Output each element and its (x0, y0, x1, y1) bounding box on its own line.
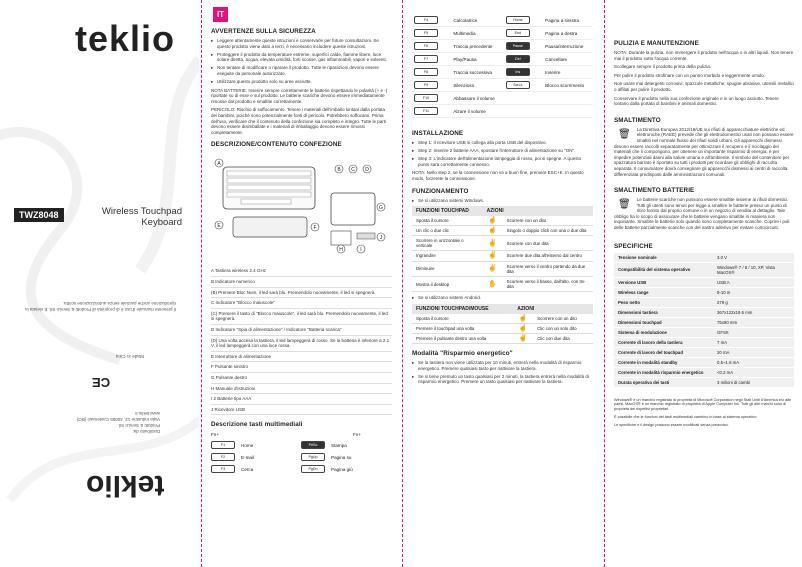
table-row (614, 367, 794, 377)
list-item: ▸ Step 2: Inserire 2 batterie AAA, spostare l'interruttore di alimentazione su "ON". (412, 148, 593, 154)
key-scrlk: ScrLk (506, 81, 530, 89)
function-cell: Sposta il cursore (412, 314, 513, 324)
spec-name: Corrente in modalità standby (614, 357, 713, 367)
table-row (614, 327, 794, 337)
table-row (412, 323, 593, 333)
legend-item: (D) Una volta accesa la tastiera, il led lampeggerà di rosso. Se la batteria è inferiore a 2.1 V, il led lampeggerà con una luce rossa. (211, 336, 392, 352)
model-number: TWZ8048 (14, 208, 64, 222)
spec-name: Sistema di modulazione (614, 327, 713, 337)
key-f11: F11 (414, 107, 438, 115)
key-pgup: PgUp (301, 453, 325, 461)
battery-disposal-text: Le batterie scariche non possono essere smaltite insieme ai rifiuti domestici. Tutti gli utenti sono tenuti per legge a smaltire le batterie presso un punto di ritiro fornito dal proprio comune o in un negozio di vendita al dettaglio. Tale obbligo ha lo scopo di assicurare che le batterie vengano smaltite in maniera non inquinante. Smaltire le batterie solo quando sono completamente scariche. Coprire i poli delle batterie parzialmente scariche con del nastro adesivo per evitare cortocircuiti. (614, 197, 790, 231)
column-header: AZIONI (483, 206, 593, 216)
legend-item: H Manuale d'istruzioni (211, 384, 392, 395)
list-item: ▸ Step 3: L'indicatore dell'alimentazione lampeggia di rosso, poi si spegne. A questo punto sarà correttamente connesso. (412, 156, 593, 167)
action-cell: Scorrere con un dito (503, 216, 593, 226)
spec-value: 3 milioni di cambi (713, 377, 794, 387)
distributor-info (40, 410, 160, 434)
danger-note: PERICOLO: Rischio di soffocamento. Tenere i materiali dell'imballo lontani dalla portata dei bambini, poiché sono potenzialmente fonti di pericolo. Potrebbero soffocarsi. Prima dell'uso, verificare che il contenuto della confezione sia completo e integro. Tutte le parti devono essere disimballate e i materiali di imballaggio devono essere rimossi completamente. (211, 107, 386, 135)
function-cell: Diminuire (412, 261, 483, 276)
legend-item: A Tastiera wireless 2.4 GHz (211, 266, 392, 277)
list-item: ▸ Utilizzare questo prodotto solo su aree asciutte. (211, 79, 392, 85)
action-cell: Scorrere con un dito (533, 314, 593, 324)
legend-item: (B) Premere Bloc Num, il led sarà blu. Premendolo nuovamente, il led si spegnerà. (211, 288, 392, 299)
zoom-in-icon: ✌ (483, 251, 503, 261)
disposal-title: SMALTIMENTO (614, 116, 661, 124)
spec-value: GFSK (713, 327, 794, 337)
function-cell: Premere il touchpad una volta (412, 323, 513, 333)
spec-name: Corrente di lavoro della tastiera (614, 337, 713, 347)
spec-value: 3.0 V (713, 253, 794, 263)
key-f2: F2 (211, 453, 235, 461)
brand-logo: teklio (75, 18, 176, 59)
spec-name: Dimensioni touchpad (614, 317, 713, 327)
key-home: Home (506, 16, 530, 24)
table-row (614, 287, 794, 297)
legend-item: J Ricevitore USB (211, 405, 392, 416)
multimedia-header (211, 432, 361, 437)
specs-panel (606, 0, 802, 567)
table-row (412, 105, 593, 118)
spec-value: 20 mA (713, 347, 794, 357)
action-cell: Clic con un solo dito (533, 323, 593, 333)
table-row (412, 333, 593, 343)
care-paragraph: NOTA: Durante la pulizia, non immergere il prodotto nell'acqua o in altri liquidi. Non tenere mai il prodotto sotto l'acqua corrente. (614, 50, 794, 61)
key-pause: Pause (506, 42, 530, 50)
product-diagram (211, 155, 392, 255)
key-label: Multimedia (451, 27, 503, 40)
key-label: Home (241, 442, 254, 448)
distributor-line: Prodotti & Servizi Srl. (117, 423, 160, 428)
spec-value: 8-10 m (713, 287, 794, 297)
key-label: Inserire (543, 66, 593, 79)
key-label: Traccia successiva (451, 66, 503, 79)
table-row (614, 307, 794, 317)
key-f5: F5 (414, 29, 438, 37)
battery-disposal-title: SMALTIMENTO BATTERIE (614, 187, 695, 195)
fn-label: Fn+ (211, 432, 220, 438)
legend-item: B Indicatore numerico (211, 277, 392, 288)
legend-item: D Indicatore "Spia di alimentazione" / Indicatore "Batteria scarica" (211, 325, 392, 336)
spec-value: 75x90 mm (713, 317, 794, 327)
safety-title: AVVERTENZE SULLA SICUREZZA (211, 28, 316, 35)
callout-b: B (337, 167, 341, 174)
table-row (412, 79, 593, 92)
windows-intro: ▸ Se si utilizzano sistemi Windows. (412, 198, 593, 204)
spec-value: Windows® 7 / 8 / 10, XP, Vista MacOS® (713, 262, 794, 277)
zoom-out-icon: ✌ (483, 261, 503, 276)
key-pgdn: PgDn (301, 465, 325, 473)
care-paragraph: Non usare mai detergenti corrosivi, spazzole metalliche, spugne abrasive, utensili metallici o affilati per pulire il prodotto. (614, 81, 794, 92)
table-row (412, 277, 593, 292)
description-legend (211, 266, 392, 415)
action-cell: Scorrere verso il basso, dall'alto, con tre dita (503, 277, 593, 292)
product-name-line1: Wireless Touchpad (101, 206, 182, 217)
made-in: Made in Cina (115, 353, 144, 358)
install-note: NOTA: Nello step 2, se la connessione non va a buon fine, premere ESC+K. In questo modo, forzerete la connessione. (412, 170, 584, 181)
distributor-line: www.teklio.it (135, 411, 160, 416)
trademark-note: Windows® è un marchio registrato di proprietà di Microsoft Corporation negli Stati Uniti d'America e/o altri paesi. MacOS® è un marchio registrato di proprietà di Apple Computer Inc. Tutti gli altri marchi sono di proprietà dei rispettivi proprietari. (614, 397, 792, 412)
column-header: FUNZIONI TOUCHPAD (412, 206, 483, 216)
spec-name: Corrente in modalità risparmio energetico (614, 367, 713, 377)
key-label: Silenzioso (451, 79, 503, 92)
key-del: Del (506, 55, 530, 63)
table-row (412, 92, 593, 105)
cut-line (604, 0, 605, 567)
table-row (412, 261, 593, 276)
action-cell: Scorrere verso il centro partendo da due dita (503, 261, 593, 276)
table-row (412, 225, 593, 235)
table-row (614, 337, 794, 347)
table-row (614, 297, 794, 307)
two-finger-click-icon: ✌ (513, 333, 533, 343)
column-header: FUNZIONI TOUCHPAD/MOUSE (412, 304, 513, 314)
tap-icon: ☝ (483, 225, 503, 235)
key-label: Play/Pausa (451, 53, 503, 66)
key-ins: Ins (506, 68, 530, 76)
key-f4: F4 (414, 16, 438, 24)
operation-title: FUNZIONAMENTO (412, 187, 469, 195)
table-row (614, 262, 794, 277)
key-f7: F7 (414, 55, 438, 63)
operation-panel (404, 0, 601, 567)
legend-item: F Pulsante sinistro (211, 362, 392, 373)
list-item: ▸ Leggere attentamente queste istruzioni e conservarle per future consultazioni. Se questo prodotto viene dato a terzi, è necessario includere queste istruzioni. (211, 38, 392, 49)
table-row (614, 277, 794, 287)
column-header: AZIONI (513, 304, 593, 314)
list-item: ▸ Step 1: Il ricevitore USB si collega alla porta USB del dispositivo. (412, 140, 593, 146)
list-item: ▸ Se si tiene premuto un tasto qualsiasi per 2 minuti, la tastiera entrerà nella modalità di risparmio energetico. Premere un tasto qualsiasi per riattivare la tastiera. (412, 374, 593, 385)
disposal-text: La Direttiva Europea 2012/19/UE sui rifiuti di apparecchiature elettriche ed elettroniche (RAEE) prevede che gli elettrodomestici usati non possano essere smaltiti nel normale flusso dei rifiuti solidi urbani. Gli apparecchi dismessi devono essere raccolti separatamente per ottimizzare il recupero e il riciclaggio dei materiali che li compongono, per ottenere un importante risparmio di energia, e per impedire potenziali danni alla salute umana e all'ambiente. Il simbolo del contenitore per spazzatura barrato è riportato su tutti i prodotti per ricordare gli obblighi di raccolta separata. Il consumatore dovrà consegnare gli apparecchi dismessi ai centri di raccolta differenziata predisposti dalle amministrazioni comunali. (614, 126, 794, 177)
battery-note: NOTA BATTERIE: Inserire sempre correttamente le batterie rispettando le polarità (+ e -) riportate su di esse e sul prodotto. Le batterie scariche devono essere immediatamente rimosse dal prodotto e smaltite correttamente. (211, 87, 388, 104)
table-row (614, 317, 794, 327)
action-cell: Clic con due dita (533, 333, 593, 343)
spec-value: <0.2 mA (713, 367, 794, 377)
function-cell: Mostra il desktop (412, 277, 483, 292)
spec-value: 367x122x19.6 mm (713, 307, 794, 317)
legend-item: C Indicatore "Blocco maiuscole" (211, 298, 392, 309)
key-f8: F8 (414, 68, 438, 76)
cover-panel (0, 0, 199, 567)
one-finger-icon: ☝ (483, 216, 503, 226)
spec-name: Compatibilità del sistema operativo (614, 262, 713, 277)
key-label: Stampa (331, 442, 347, 448)
key-f1: F1 (211, 441, 235, 449)
key-label: Pagina su (331, 454, 352, 460)
one-finger-click-icon: ☝ (513, 323, 533, 333)
table-row (614, 347, 794, 357)
table-row (412, 216, 593, 226)
cut-line (402, 0, 403, 567)
legal-text: Il presente manuale d'uso è di proprietà di Prodotti & Servizi Srl. È vietata la riproduzione anche parziale senza autorizzazione scritta. (25, 301, 176, 312)
crossed-bin-icon: 🗑 (618, 128, 631, 140)
key-prtsc: PrtSc (301, 441, 325, 449)
android-intro: ▸ Se si utilizzano sistemi Android. (412, 295, 593, 301)
key-label: Pagina giù (331, 466, 353, 472)
legend-item: E Interruttore di alimentazione (211, 352, 392, 363)
action-cell: Scorrere con due dita (503, 236, 593, 251)
list-item: ▸ Se la tastiera non viene utilizzata per 10 minuti, entrerà nella modalità di risparmio energetico. Premere qualsiasi tasto per riattivare la tastiera. (412, 360, 593, 371)
product-name-line2: Keyboard (141, 217, 182, 228)
function-cell: Ingrandire (412, 251, 483, 261)
spec-name: Durata operativa dei tasti (614, 377, 713, 387)
table-row (412, 314, 593, 324)
key-label: Pagina a sinistra (543, 14, 593, 27)
two-finger-scroll-icon: ✌ (483, 236, 503, 251)
key-label: E-mail (241, 454, 255, 460)
key-label: Calcolatrice (451, 14, 503, 27)
key-label: Alzare il volume (451, 105, 503, 118)
spec-value: 7 mA (713, 337, 794, 347)
key-label: Blocco scorrimento (543, 79, 593, 92)
spec-name: Versione USB (614, 277, 713, 287)
energy-title: Modalità "Risparmio energetico" (412, 350, 513, 358)
list-item: ▸ Proteggere il prodotto da temperature estreme, superfici calde, fiamme libere, luce solare diretta, acqua, elevata umidità, forti scosse, gas infiammabili, vapori e solventi. (211, 52, 392, 63)
function-cell: Sposta il cursore (412, 216, 483, 226)
table-row (614, 377, 794, 387)
function-cell: Premere il pulsante destro una volta (412, 333, 513, 343)
disclaimer: È possibile che le funzioni dei tasti multimediali cambino in base al sistema operativo. (614, 415, 758, 420)
three-finger-icon: ✋ (483, 277, 503, 292)
care-paragraph: Conservare il prodotto nella sua confezione originale e in un luogo asciutto. Tenere lontano dalla portata di bambini e animali domestici. (614, 95, 779, 107)
key-label: Pagina a destra (543, 27, 593, 40)
key-label: Cancellare (543, 53, 593, 66)
table-row (412, 14, 593, 27)
crossed-bin-icon: 🗑 (618, 199, 631, 211)
key-f9: F9 (414, 81, 438, 89)
distributor-title: Distribuito da: (132, 429, 160, 434)
table-row (412, 40, 593, 53)
keys-table (412, 14, 593, 118)
multimedia-row (211, 453, 392, 461)
spec-value: USB A (713, 277, 794, 287)
mouse-table (412, 304, 593, 345)
function-cell: Un clic o due clic (412, 225, 483, 235)
table-row (614, 357, 794, 367)
table-row (412, 66, 593, 79)
callout-e: E (217, 223, 221, 230)
action-cell: Singolo o doppio click con una o due dita (503, 225, 593, 235)
description-title: DESCRIZIONE/CONTENUTO CONFEZIONE (211, 141, 342, 149)
callout-d: D (365, 167, 369, 174)
callout-a: A (217, 161, 221, 168)
brand-logo-inverted: teklio (86, 469, 165, 502)
distributor-line: Viale Industrie 12, 40055 Castenaso (BO) (76, 417, 160, 422)
install-title: INSTALLAZIONE (412, 130, 464, 137)
safety-list (211, 38, 392, 85)
table-row (412, 53, 593, 66)
table-row (614, 253, 794, 263)
callout-g: G (379, 205, 383, 212)
language-tab: IT (213, 7, 228, 22)
spec-name: Dimensioni tastiera (614, 307, 713, 317)
care-paragraph: Per pulire il prodotto strofinare con un panno morbido e leggermente umido. (614, 72, 766, 78)
product-name (82, 206, 182, 228)
legend-item: G Pulsante destro (211, 373, 392, 384)
spec-name: Peso netto (614, 297, 713, 307)
callout-i: I (360, 247, 362, 254)
legend-item: I 2 Batterie tipo AAA (211, 394, 392, 405)
multimedia-row (211, 465, 392, 473)
spec-value: 0.5~1.5 mA (713, 357, 794, 367)
multimedia-row (211, 441, 392, 449)
action-cell: Scorrere due dita all'esterno dal centro (503, 251, 593, 261)
safety-panel (203, 0, 400, 567)
key-label: Abbassare il volume (451, 92, 503, 105)
care-paragraph: Scollegare sempre il prodotto prima della pulizia. (614, 64, 712, 70)
one-finger-icon: ☝ (513, 314, 533, 324)
touchpad-table (412, 206, 593, 293)
legend-item: (C) Premere il tasto di "Blocco maiuscole", il led sarà blu. Premendolo nuovamente, il led si spegnerà. (211, 309, 392, 325)
fn-label: Fn+ (352, 432, 361, 438)
key-f3: F3 (211, 465, 235, 473)
multimedia-title: Descrizione tasti multimediali (211, 421, 303, 429)
install-steps (412, 140, 593, 167)
function-cell: Scorrere in orizzontale o verticale (412, 236, 483, 251)
callout-h: H (339, 247, 343, 254)
disclaimer: Le specifiche e il design possono essere modificati senza preavviso. (614, 422, 729, 427)
spec-value: 279 g (713, 297, 794, 307)
care-title: PULIZIA E MANUTENZIONE (614, 40, 699, 47)
spec-name: Corrente di lavoro del touchpad (614, 347, 713, 357)
callout-j: J (379, 235, 383, 242)
specs-table (614, 253, 794, 388)
spec-name: Tensione nominale (614, 253, 713, 263)
key-label: Traccia precedente (451, 40, 503, 53)
key-label: Pausa/interruzione (543, 40, 593, 53)
key-f6: F6 (414, 42, 438, 50)
ce-mark: CE (92, 375, 111, 390)
list-item: ▸ Non tentare di modificare o riparare il prodotto. Tutte le riparazioni devono essere eseguite da personale autorizzato. (211, 65, 392, 76)
callout-c: C (351, 167, 355, 174)
key-end: End (506, 29, 530, 37)
key-f10: F10 (414, 94, 438, 102)
table-row (412, 27, 593, 40)
cut-line (201, 0, 202, 567)
specs-title: SPECIFICHE (614, 242, 653, 250)
table-row (412, 251, 593, 261)
spec-name: Wireless range (614, 287, 713, 297)
table-row (412, 236, 593, 251)
key-label: Cerca (241, 466, 254, 472)
callout-f: F (313, 225, 317, 232)
